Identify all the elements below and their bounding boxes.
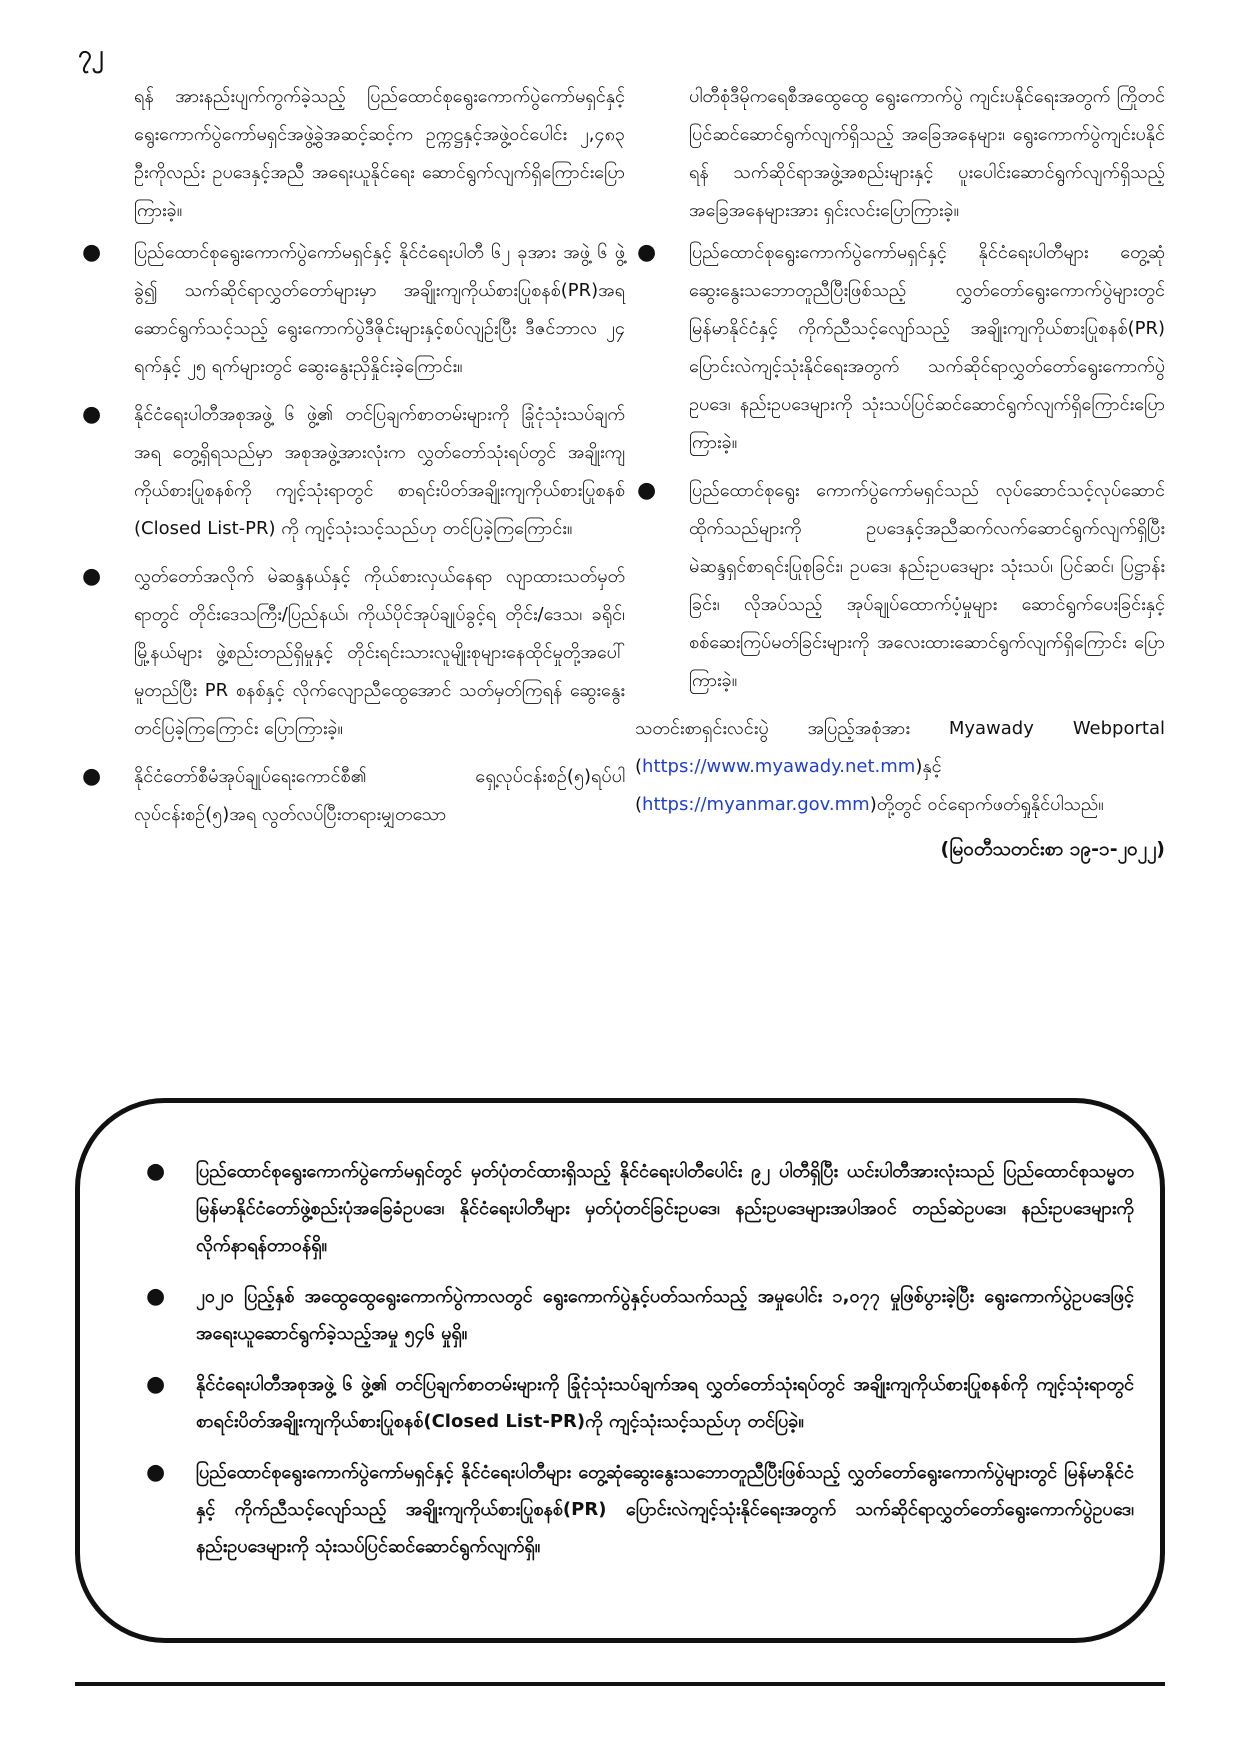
summary-item bbox=[110, 1454, 1134, 1565]
myawady-link[interactable]: https://www.myawady.net.mm bbox=[642, 756, 916, 777]
right-bullet-list bbox=[635, 234, 1165, 700]
summary-item-text: ပြည်ထောင်စုရွေးကောက်ပွဲကော်မရှင်နှင့် နိုင်ငံရေးပါတီများ တွေ့ဆုံဆွေးနွေးသဘောတူညီပြီးဖြစ်သည့် လွှတ်တော်ရွေးကောက်ပွဲများတွင် မြန်မာနိုင်ငံနှင့် ကိုက်ညီသင့်လျော်သည့် အချိုးကျကိုယ်စားပြုစနစ်(PR) ပြောင်းလဲကျင့်သုံးနိုင်ရေးအတွက် သက်ဆိုင်ရာလွှတ်တော်ရွေးကောက်ပွဲဥပဒေ၊ နည်းဥပဒေများကို သုံးသပ်ပြင်ဆင်ဆောင်ရွက်လျက်ရှိ။ bbox=[196, 1462, 1134, 1557]
bullet-icon: ● bbox=[82, 564, 102, 589]
right-column bbox=[635, 78, 1165, 868]
bullet-icon: ● bbox=[82, 402, 102, 427]
bullet-icon: ● bbox=[146, 1372, 166, 1397]
bullet-icon: ● bbox=[637, 240, 657, 265]
footer-divider bbox=[75, 1682, 1165, 1686]
bullet-icon: ● bbox=[146, 1159, 166, 1184]
summary-item-text: ၂၀၂၀ ပြည့်နှစ် အထွေထွေရွေးကောက်ပွဲကာလတွင် ရွေးကောက်ပွဲနှင့်ပတ်သက်သည့် အမှုပေါင်း ၁,၀၇၇ မှုဖြစ်ပွားခဲ့ပြီး ရွေးကောက်ပွဲဥပဒေဖြင့် အရေးယူဆောင်ရွက်ခဲ့သည့်အမှု ၅၄၆ မှုရှိ။ bbox=[196, 1286, 1134, 1344]
bullet-icon: ● bbox=[82, 240, 102, 265]
closing-text: )တို့တွင် ဝင်ရောက်ဖတ်ရှုနိုင်ပါသည်။ bbox=[869, 794, 1104, 815]
summary-box bbox=[75, 1098, 1165, 1643]
bullet-icon: ● bbox=[146, 1460, 166, 1485]
list-item bbox=[635, 234, 1165, 462]
list-item bbox=[80, 558, 625, 748]
list-item-text: ပြည်ထောင်စုရွေးကောက်ပွဲကော်မရှင်နှင့် နိုင်ငံရေးပါတီ ၆၂ ခုအား အဖွဲ့ ၆ ဖွဲ့ခွဲ၍ သက်ဆိုင်ရာလွှတ်တော်များမှာ အချိုးကျကိုယ်စားပြုစနစ်(PR)အရ ဆောင်ရွက်သင့်သည့် ရွေးကောက်ပွဲဒီဇိုင်းများနှင့်စပ်လျဉ်းပြီး ဒီဇင်ဘာလ ၂၄ ရက်နှင့် ၂၅ ရက်များတွင် ဆွေးနွေးညှိနှိုင်းခဲ့ကြောင်း။ bbox=[134, 242, 625, 377]
list-item bbox=[80, 234, 625, 386]
summary-item bbox=[110, 1153, 1134, 1264]
left-bullet-list bbox=[80, 234, 625, 834]
closing-text: သတင်းစာရှင်းလင်းပွဲ အပြည့်အစုံအား Myawady Webportal ( bbox=[635, 718, 1165, 777]
source-citation: (မြဝတီသတင်းစာ ၁၉-၁-၂၀၂၂) bbox=[940, 838, 1165, 860]
list-item-text: နိုင်ငံတော်စီမံအုပ်ချုပ်ရေးကောင်စီ၏ ရှေ့လုပ်ငန်းစဉ်(၅)ရပ်ပါ လုပ်ငန်းစဉ်(၅)အရ လွတ်လပ်ပြီးတရားမျှတသော bbox=[134, 766, 625, 825]
bullet-icon: ● bbox=[637, 478, 657, 503]
left-column bbox=[80, 78, 625, 844]
summary-item bbox=[110, 1366, 1134, 1440]
summary-item bbox=[110, 1278, 1134, 1352]
summary-bullet-list bbox=[110, 1153, 1134, 1565]
list-item bbox=[80, 758, 625, 834]
myanmar-gov-link[interactable]: https://myanmar.gov.mm bbox=[642, 794, 870, 815]
list-item bbox=[635, 472, 1165, 700]
closing-text: )နှင့် ( bbox=[635, 756, 942, 815]
bullet-icon: ● bbox=[82, 764, 102, 789]
closing-paragraph bbox=[635, 710, 1165, 824]
right-intro-paragraph: ပါတီစုံဒီမိုကရေစီအထွေထွေ ရွေးကောက်ပွဲ ကျင်းပနိုင်ရေးအတွက် ကြိုတင်ပြင်ဆင်ဆောင်ရွက်လျက်ရှိသည့် အခြေအနေများ၊ ရွေးကောက်ပွဲကျင်းပနိုင်ရန် သက်ဆိုင်ရာအဖွဲ့အစည်းများနှင့် ပူးပေါင်းဆောင်ရွက်လျက်ရှိသည့်အခြေအနေများအား ရှင်းလင်းပြောကြားခဲ့။ bbox=[689, 86, 1165, 221]
page-number: ၇၂ bbox=[78, 40, 104, 68]
list-item-text: ပြည်ထောင်စုရွေး ကောက်ပွဲကော်မရှင်သည် လုပ်ဆောင်သင့်လုပ်ဆောင်ထိုက်သည်များကို ဥပဒေနှင့်အညီဆက်လက်ဆောင်ရွက်လျက်ရှိပြီး မဲဆန္ဒရှင်စာရင်းပြုစုခြင်း၊ ဥပဒေ၊ နည်းဥပဒေများ သုံးသပ်၊ ပြင်ဆင်၊ ပြဋ္ဌာန်းခြင်း၊ လိုအပ်သည့် အုပ်ချုပ်ထောက်ပံ့မှုများ ဆောင်ရွက်ပေးခြင်းနှင့် စစ်ဆေးကြပ်မတ်ခြင်းများကို အလေးထားဆောင်ရွက်လျက်ရှိကြောင်း ပြောကြားခဲ့။ bbox=[689, 480, 1165, 691]
list-item-text: နိုင်ငံရေးပါတီအစုအဖွဲ့ ၆ ဖွဲ့၏ တင်ပြချက်စာတမ်းများကို ခြုံငုံသုံးသပ်ချက်အရ တွေ့ရှိရသည်မှာ အစုအဖွဲ့အားလုံးက လွှတ်တော်သုံးရပ်တွင် အချိုးကျကိုယ်စားပြုစနစ်ကို ကျင့်သုံးရာတွင် စာရင်းပိတ်အချိုးကျကိုယ်စားပြုစနစ် (Closed List-PR) ကို ကျင့်သုံးသင့်သည်ဟု တင်ပြခဲ့ကြကြောင်း။ bbox=[134, 404, 625, 539]
summary-item-text: ပြည်ထောင်စုရွေးကောက်ပွဲကော်မရှင်တွင် မှတ်ပုံတင်ထားရှိသည့် နိုင်ငံရေးပါတီပေါင်း ၉၂ ပါတီရှိပြီး ယင်းပါတီအားလုံးသည် ပြည်ထောင်စုသမ္မတမြန်မာနိုင်ငံတော်ဖွဲ့စည်းပုံအခြေခံဥပဒေ၊ နိုင်ငံရေးပါတီများ မှတ်ပုံတင်ခြင်းဥပဒေ၊ နည်းဥပဒေများအပါအဝင် တည်ဆဲဥပဒေ၊ နည်းဥပဒေများကို လိုက်နာရန်တာဝန်ရှိ။ bbox=[196, 1161, 1134, 1256]
left-intro-paragraph: ရန် အားနည်းပျက်ကွက်ခဲ့သည့် ပြည်ထောင်စုရွေးကောက်ပွဲကော်မရှင်နှင့် ရွေးကောက်ပွဲကော်မရှင်အဖွဲ့ခွဲအဆင့်ဆင့်က ဥက္ကဋ္ဌနှင့်အဖွဲ့ဝင်ပေါင်း ၂,၄၈၃ ဦးကိုလည်း ဥပဒေနှင့်အညီ အရေးယူနိုင်ရေး ဆောင်ရွက်လျက်ရှိကြောင်းပြောကြားခဲ့။ bbox=[134, 86, 625, 221]
list-item bbox=[80, 396, 625, 548]
summary-item-text: နိုင်ငံရေးပါတီအစုအဖွဲ့ ၆ ဖွဲ့၏ တင်ပြချက်စာတမ်းများကို ခြုံငုံသုံးသပ်ချက်အရ လွှတ်တော်သုံးရပ်တွင် အချိုးကျကိုယ်စားပြုစနစ်ကို ကျင့်သုံးရာတွင် စာရင်းပိတ်အချိုးကျကိုယ်စားပြုစနစ်(Closed List-PR)ကို ကျင့်သုံးသင့်သည်ဟု တင်ပြခဲ့။ bbox=[196, 1374, 1134, 1432]
list-item-text: လွှတ်တော်အလိုက် မဲဆန္ဒနယ်နှင့် ကိုယ်စားလှယ်နေရာ လျာထားသတ်မှတ်ရာတွင် တိုင်းဒေသကြီး/ပြည်နယ်၊ ကိုယ်ပိုင်အုပ်ချုပ်ခွင့်ရ တိုင်း/ဒေသ၊ ခရိုင်၊ မြို့နယ်များ ဖွဲ့စည်းတည်ရှိမှုနှင့် တိုင်းရင်းသားလူမျိုးစုများနေထိုင်မှုတို့အပေါ်မူတည်ပြီး PR စနစ်နှင့် လိုက်လျောညီထွေအောင် သတ်မှတ်ကြရန် ဆွေးနွေးတင်ပြခဲ့ကြကြောင်း ပြောကြားခဲ့။ bbox=[134, 566, 625, 739]
bullet-icon: ● bbox=[146, 1284, 166, 1309]
list-item-text: ပြည်ထောင်စုရွေးကောက်ပွဲကော်မရှင်နှင့် နိုင်ငံရေးပါတီများ တွေ့ဆုံဆွေးနွေးသဘောတူညီပြီးဖြစ်သည့် လွှတ်တော်ရွေးကောက်ပွဲများတွင် မြန်မာနိုင်ငံနှင့် ကိုက်ညီသင့်လျော်သည့် အချိုးကျကိုယ်စားပြုစနစ်(PR) ပြောင်းလဲကျင့်သုံးနိုင်ရေးအတွက် သက်ဆိုင်ရာလွှတ်တော်ရွေးကောက်ပွဲဥပဒေ၊ နည်းဥပဒေများကို သုံးသပ်ပြင်ဆင်ဆောင်ရွက်လျက်ရှိကြောင်းပြောကြားခဲ့။ bbox=[689, 242, 1165, 453]
